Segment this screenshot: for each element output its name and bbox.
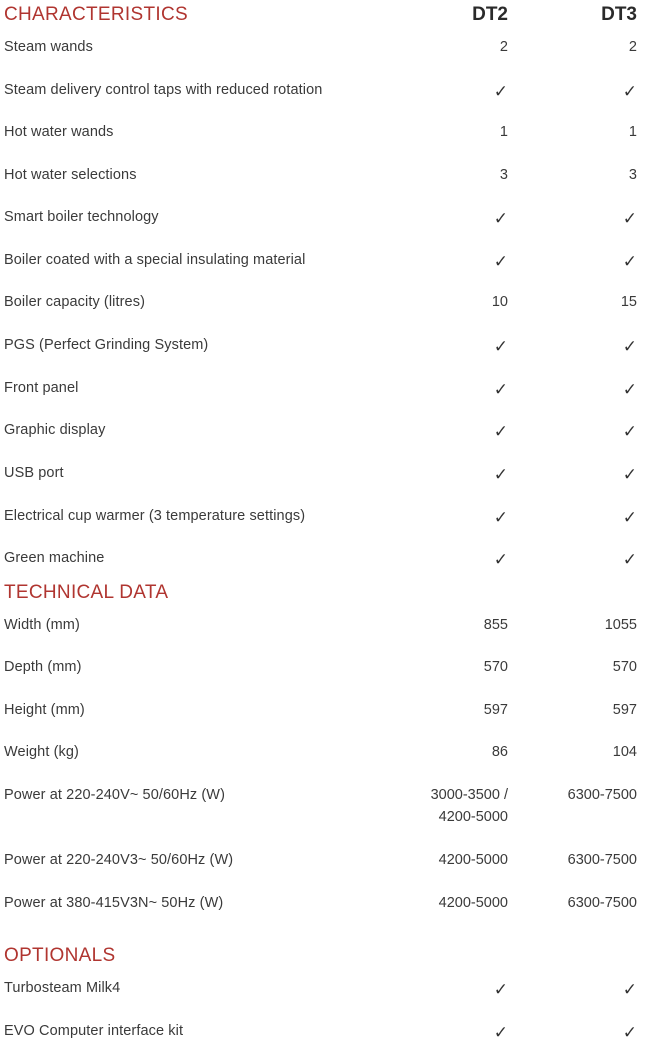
column-header-dt3: DT3 <box>601 4 637 25</box>
dt2-value: 597 <box>483 702 508 718</box>
row-label: Weight (kg) <box>4 744 79 760</box>
dt2-value: 855 <box>483 617 508 633</box>
dt3-value: 2 <box>628 39 637 55</box>
dt3-value: 15 <box>620 294 637 310</box>
dt3-value: 1055 <box>604 617 637 633</box>
row-label: Boiler coated with a special insulating material <box>4 252 306 268</box>
dt2-value: 570 <box>483 659 508 675</box>
dt2-value: 4200-5000 <box>438 895 508 911</box>
row-label: PGS (Perfect Grinding System) <box>4 337 209 353</box>
optionals-title: OPTIONALS <box>4 945 116 966</box>
dt2-value: 10 <box>491 294 508 310</box>
dt3-value: 1 <box>628 124 637 140</box>
column-header-dt2: DT2 <box>472 4 508 25</box>
dt3-check-icon: ✓ <box>622 380 637 400</box>
dt2-value: 3 <box>499 167 508 183</box>
row-label: Electrical cup warmer (3 temperature settings) <box>4 508 306 524</box>
row-label: Hot water selections <box>4 167 137 183</box>
dt3-value: 6300-7500 <box>567 787 637 803</box>
dt3-check-icon: ✓ <box>622 209 637 229</box>
dt2-check-icon: ✓ <box>493 82 508 102</box>
dt2-value: 4200-5000 <box>438 852 508 868</box>
characteristics-title: CHARACTERISTICS <box>4 4 188 25</box>
dt2-value: 86 <box>491 744 508 760</box>
dt3-value: 3 <box>628 167 637 183</box>
dt3-value: 597 <box>612 702 637 718</box>
row-label: Hot water wands <box>4 124 114 140</box>
dt3-value: 6300-7500 <box>567 895 637 911</box>
dt2-value-line2: 4200-5000 <box>438 809 508 825</box>
dt3-check-icon: ✓ <box>622 422 637 442</box>
dt2-value: 2 <box>499 39 508 55</box>
dt2-check-icon: ✓ <box>493 465 508 485</box>
dt3-check-icon: ✓ <box>622 337 637 357</box>
dt2-check-icon: ✓ <box>493 252 508 272</box>
row-label: Width (mm) <box>4 617 80 633</box>
row-label: Boiler capacity (litres) <box>4 294 145 310</box>
dt3-check-icon: ✓ <box>622 82 637 102</box>
row-label: Power at 380-415V3N~ 50Hz (W) <box>4 895 224 911</box>
dt2-value: 1 <box>499 124 508 140</box>
dt3-value: 6300-7500 <box>567 852 637 868</box>
row-label: EVO Computer interface kit <box>4 1023 184 1039</box>
row-label: Steam delivery control taps with reduced rotation <box>4 82 323 98</box>
row-label: Height (mm) <box>4 702 85 718</box>
dt2-check-icon: ✓ <box>493 980 508 1000</box>
row-label: Green machine <box>4 550 105 566</box>
dt3-check-icon: ✓ <box>622 508 637 528</box>
row-label: Steam wands <box>4 39 93 55</box>
dt2-check-icon: ✓ <box>493 422 508 442</box>
row-label: Turbosteam Milk4 <box>4 980 121 996</box>
dt2-check-icon: ✓ <box>493 337 508 357</box>
dt3-check-icon: ✓ <box>622 1023 637 1043</box>
dt3-value: 570 <box>612 659 637 675</box>
dt3-check-icon: ✓ <box>622 980 637 1000</box>
dt2-check-icon: ✓ <box>493 1023 508 1043</box>
row-label: USB port <box>4 465 64 481</box>
dt2-check-icon: ✓ <box>493 508 508 528</box>
row-label: Power at 220-240V3~ 50/60Hz (W) <box>4 852 234 868</box>
dt3-check-icon: ✓ <box>622 252 637 272</box>
dt3-check-icon: ✓ <box>622 550 637 570</box>
dt2-check-icon: ✓ <box>493 380 508 400</box>
row-label: Power at 220-240V~ 50/60Hz (W) <box>4 787 226 803</box>
dt2-check-icon: ✓ <box>493 550 508 570</box>
dt3-check-icon: ✓ <box>622 465 637 485</box>
dt2-check-icon: ✓ <box>493 209 508 229</box>
row-label: Front panel <box>4 380 79 396</box>
row-label: Smart boiler technology <box>4 209 159 225</box>
row-label: Depth (mm) <box>4 659 82 675</box>
technical-data-title: TECHNICAL DATA <box>4 582 169 603</box>
dt2-value-line1: 3000-3500 / <box>430 787 508 803</box>
dt3-value: 104 <box>612 744 637 760</box>
row-label: Graphic display <box>4 422 106 438</box>
